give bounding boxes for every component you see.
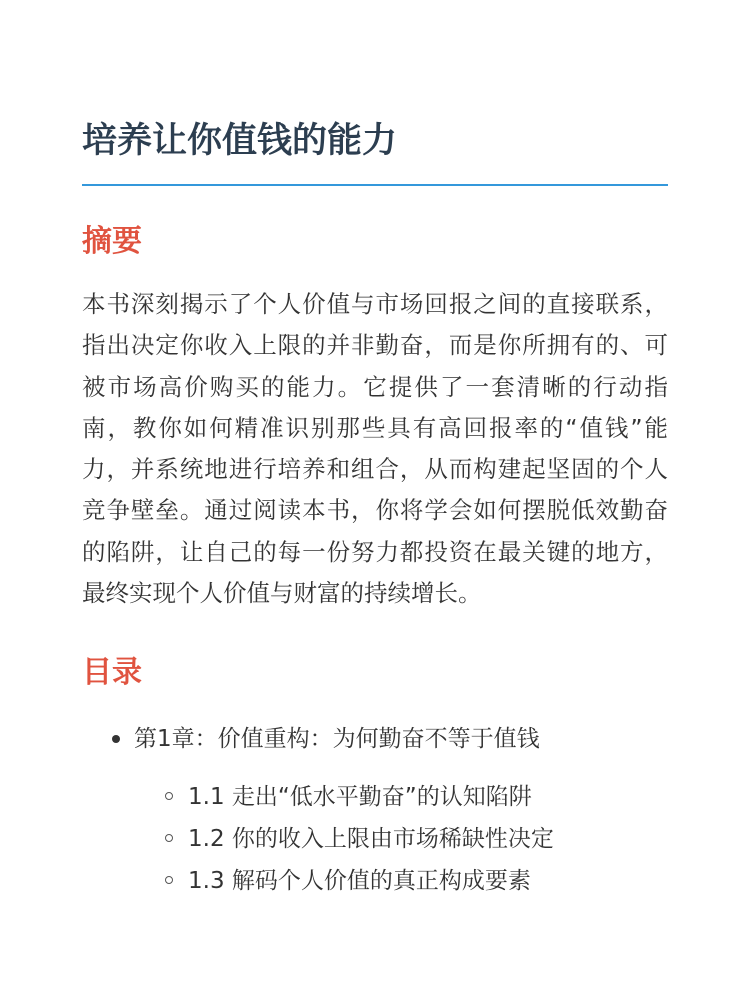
- page-title: 培养让你值钱的能力: [82, 121, 398, 161]
- toc-section-item: [82, 776, 668, 818]
- toc-chapter-item: [82, 719, 668, 759]
- bullet-circle-icon: [165, 834, 173, 842]
- toc-section-list: [82, 776, 668, 902]
- toc-section-item: [82, 860, 668, 902]
- title-divider: [82, 184, 668, 186]
- toc-section-label: 1.2 你的收入上限由市场稀缺性决定: [188, 826, 554, 853]
- toc-section-label: 1.3 解码个人价值的真正构成要素: [188, 868, 531, 895]
- toc-heading: 目录: [82, 655, 142, 691]
- toc-chapter-label: 第1章：价值重构：为何勤奋不等于值钱: [134, 726, 540, 753]
- toc-section-item: [82, 818, 668, 860]
- toc-section-label: 1.1 走出“低水平勤奋”的认知陷阱: [188, 784, 532, 811]
- bullet-circle-icon: [165, 876, 173, 884]
- toc-list: [82, 719, 668, 759]
- bullet-dot-icon: [112, 735, 120, 743]
- summary-paragraph: 本书深刻揭示了个人价值与市场回报之间的直接联系，指出决定你收入上限的并非勤奋，而是你所拥有的、可被市场高价购买的能力。它提供了一套清晰的行动指南，教你如何精准识别那些具有高回报率的“值钱”能力，并系统地进行培养和组合，从而构建起坚固的个人竞争壁垒。通过阅读本书，你将学会如何摆脱低效勤奋的陷阱，让自己的每一份努力都投资在最关键的地方，最终实现个人价值与财富的持续增长。: [82, 290, 668, 608]
- summary-heading: 摘要: [82, 224, 142, 259]
- bullet-circle-icon: [165, 792, 173, 800]
